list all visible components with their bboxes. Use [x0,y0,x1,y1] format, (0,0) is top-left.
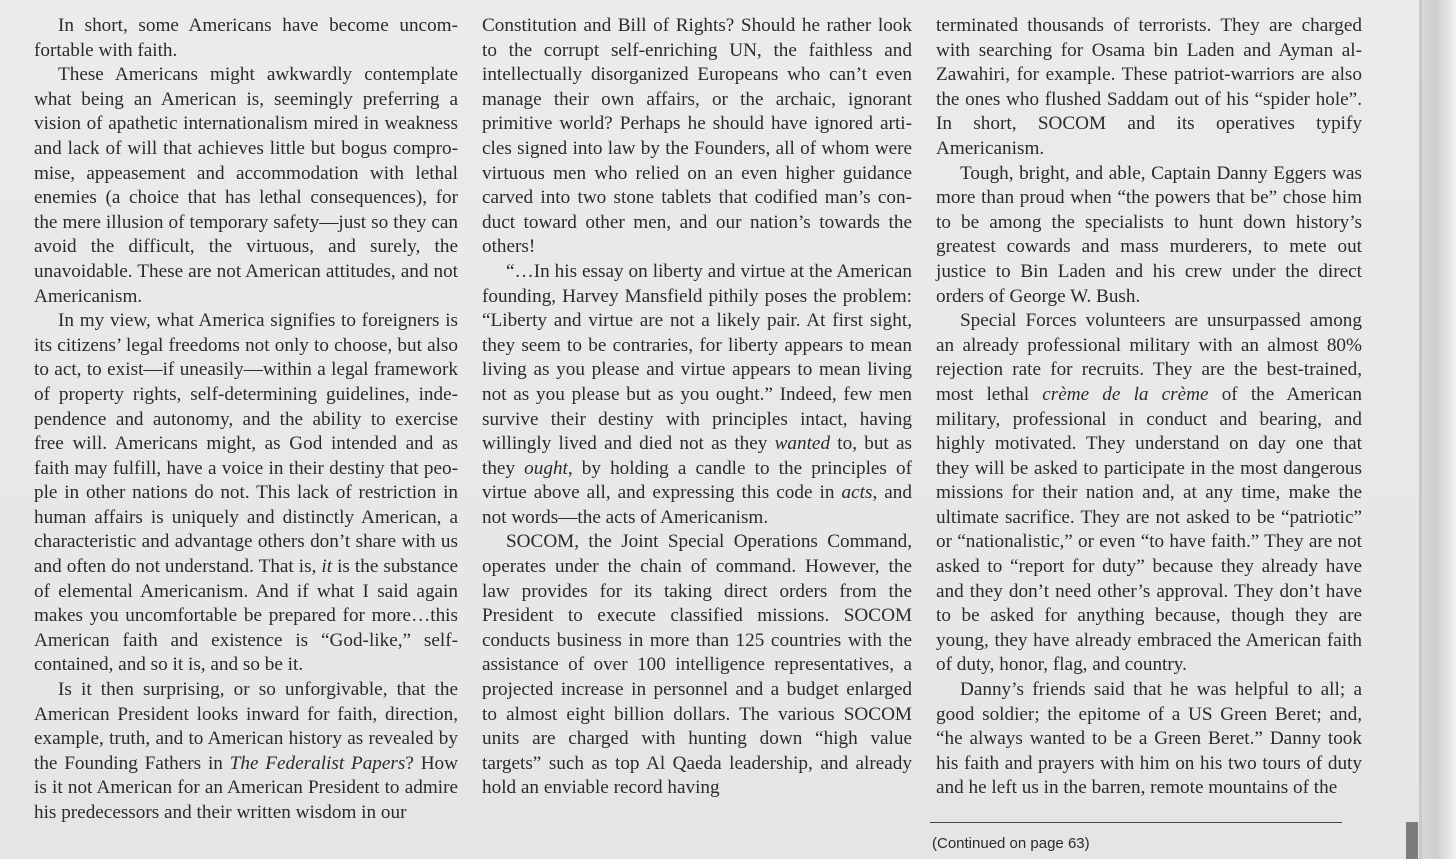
paragraph: SOCOM, the Joint Special Operations Command, operates under the chain of command. However, the law provides for its taking direct orders from the President to execute classified missions. SOCOM conducts business in more than 125 countries with the assistance of over 100 intelligence representatives, a projected increase in personnel and a budget enlarged to almost eight billion dollars. The various SOCOM units are charged with hunting down “high value targets” such as top Al Qaeda leadership, and already hold an enviable record having [482,531,912,799]
paragraph: In short, some Americans have become uncomfortable with faith. [34,15,458,61]
paragraph: Special Forces volunteers are unsurpassed among an already professional military with an almost 80% rejection rate for recruits. They are the best-trained, most lethal crème de la crème of the American military, professional in conduct and bearing, and highly motivated. They understand on day one that they will be asked to participate in the most dangerous missions for their nation and, at any time, make the ultimate sacrifice. They are not asked to be “patriotic” or “nationalistic,” or even “to have faith.” They are not asked to “report for duty” because they already have and they don’t need other’s approval. They don’t have to be asked for anything because, though they are young, they have already embraced the American faith of duty, honor, flag, and country. [936,310,1363,676]
paragraph: Danny’s friends said that he was helpful to all; a good soldier; the epitome of a US Green Beret; and, “he always wanted to be a Green Beret.” Danny took his faith and prayers with him on his two tours of duty and he left us in the barren, remote mountains of the [936,679,1362,799]
column-1 [34,14,458,826]
paragraph: These Americans might awkwardly contemplate what being an American is, seemingly preferring a vision of apathetic internationalism mired in weakness and lack of will that achieves little but bogus compromise, appeasement and accommodation with lethal enemies (a choice that has lethal consequences), for the mere illusion of temporary safety—just so they can avoid the difficult, the virtuous, and surely, the unavoidable. These are not American attitudes, and not Americanism. [34,64,458,307]
paragraph: terminated thousands of terrorists. They are charged with searching for Osama bin Laden and Ayman al-Zawahiri, for example. These patriot-warriors are also the ones who flushed Saddam out of his “spider hole”. In short, SOCOM and its operatives typify Americanism. [936,15,1362,159]
continued-note: (Continued on page 63) [932,835,1090,852]
column-2 [482,14,912,801]
column-3 [936,14,1362,801]
paragraph: “…In his essay on liberty and virtue at the American founding, Harvey Mansfield pithily poses the problem: “Liberty and virtue are not a likely pair. At first sight, they seem to be contraries, for liberty appears to mean living as you please and virtue appears to mean living not as you please but as you ought.” Indeed, few men survive their destiny with principles intact, having willingly lived and died not as they wanted to, but as they ought, by holding a candle to the principles of virtue above all, and expressing this code in acts, and not words—the acts of Americanism. [482,260,912,528]
page-edge-tab [1406,822,1418,859]
paragraph: Constitution and Bill of Rights? Should he rather look to the corrupt self-enriching UN, the faithless and intellectually disorganized Europeans who can’t even manage their own affairs, or the archaic, ignorant primitive world? Perhaps he should have ignored articles signed into law by the Founders, all of whom were virtuous men who relied on an even higher guidance carved into two stone tablets that codified man’s conduct toward other men, and our nation’s towards the others! [482,15,912,258]
page-edge [1422,0,1456,859]
paragraph: Is it then surprising, or so unforgivable, that the American President looks inward for faith, direction, example, truth, and to American history as revealed by the Founding Fathers in The Federalist Papers? How is it not American for an American President to admire his predecessors and their written wisdom in our [34,679,459,823]
footnote-rule [930,822,1342,823]
paragraph: Tough, bright, and able, Captain Danny Eggers was more than proud when “the powers that be” chose him to be among the specialists to hunt down history’s greatest cowards and mass murderers, to mete out justice to Bin Laden and his crew under the direct orders of George W. Bush. [936,162,1362,307]
paragraph: In my view, what America signifies to foreigners is its citizens’ legal freedoms not only to choose, but also to act, to exist—if uneasily—within a legal framework of property rights, self-determining guidelines, independence and autonomy, and the ability to exercise free will. Americans might, as God intended and as faith may fulfill, have a voice in their destiny that people in other nations do not. This lack of restriction in human affairs is uniquely and distinctly American, a characteristic and advantage others don’t share with us and often do not understand. That is, it is the substance of elemental Americanism. And if what I said again makes you uncomfortable be prepared for more…this American faith and existence is “God-like,” self-contained, and so it is, and so be it. [34,310,458,676]
